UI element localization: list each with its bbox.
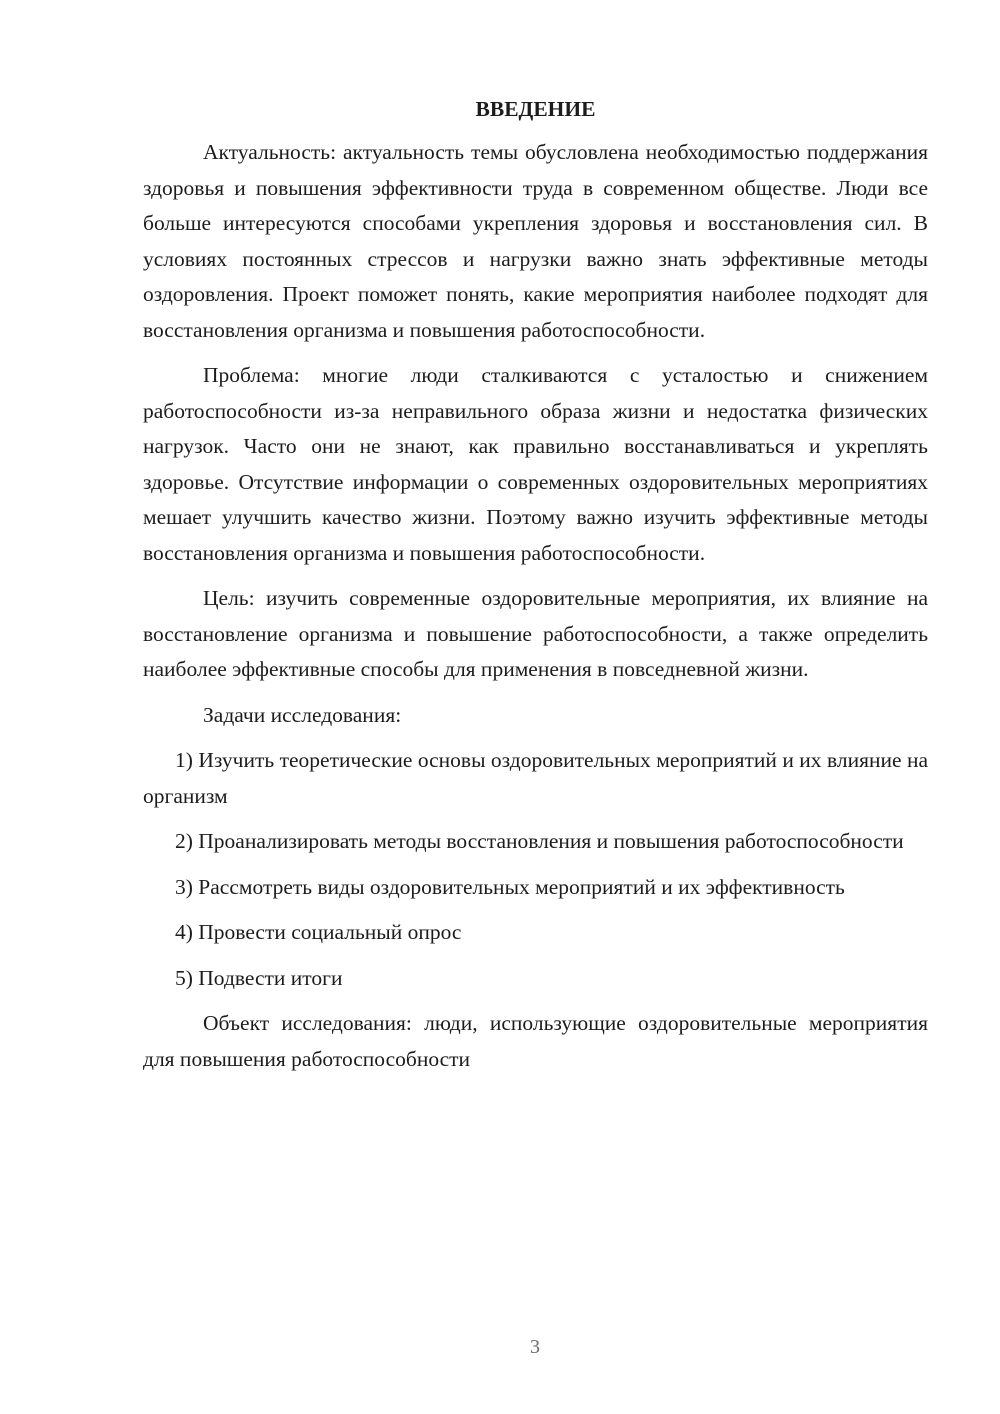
task-item-4: 4) Провести социальный опрос — [175, 920, 462, 944]
task-item-3: 3) Рассмотреть виды оздоровительных мероприятий и их эффективность — [175, 874, 845, 899]
page-number: 3 — [530, 1336, 540, 1358]
paragraph-goal: Цель: изучить современные оздоровительные мероприятия, их влияние на восстановление организма и повышение работоспособности, а также определить наиболее эффективные способы для применения в повседневной жизни. — [143, 586, 928, 681]
task-item-2: 2) Проанализировать методы восстановления и повышения работоспособности — [175, 829, 904, 853]
paragraph-object: Объект исследования: люди, использующие оздоровительные мероприятия для повышения работоспособности — [143, 1011, 928, 1071]
paragraph-problem: Проблема: многие люди сталкиваются с усталостью и снижением работоспособности из-за неправильного образа жизни и недостатка физических нагрузок. Часто они не знают, как правильно восстанавливаться и укреплять здоровье. Отсутствие информации о современных оздоровительных мероприятиях мешает улучшить качество жизни. Поэтому важно изучить эффективные методы восстановления организма и повышения работоспособности. — [143, 363, 928, 565]
task-item-1: 1) Изучить теоретические основы оздоровительных мероприятий и их влияние на организм — [143, 748, 928, 808]
task-item-5: 5) Подвести итоги — [175, 965, 343, 990]
page-content — [143, 92, 928, 1087]
tasks-heading: Задачи исследования: — [203, 702, 402, 727]
paragraph-relevance: Актуальность: актуальность темы обусловлена необходимостью поддержания здоровья и повышения эффективности труда в современном обществе. Люди все больше интересуются способами укрепления здоровья и восстановления сил. В условиях постоянных стрессов и нагрузки важно знать эффективные методы оздоровления. Проект поможет понять, какие мероприятия наиболее подходят для восстановления организма и повышения работоспособности. — [143, 140, 928, 342]
page-title: ВВЕДЕНИЕ — [475, 97, 596, 121]
